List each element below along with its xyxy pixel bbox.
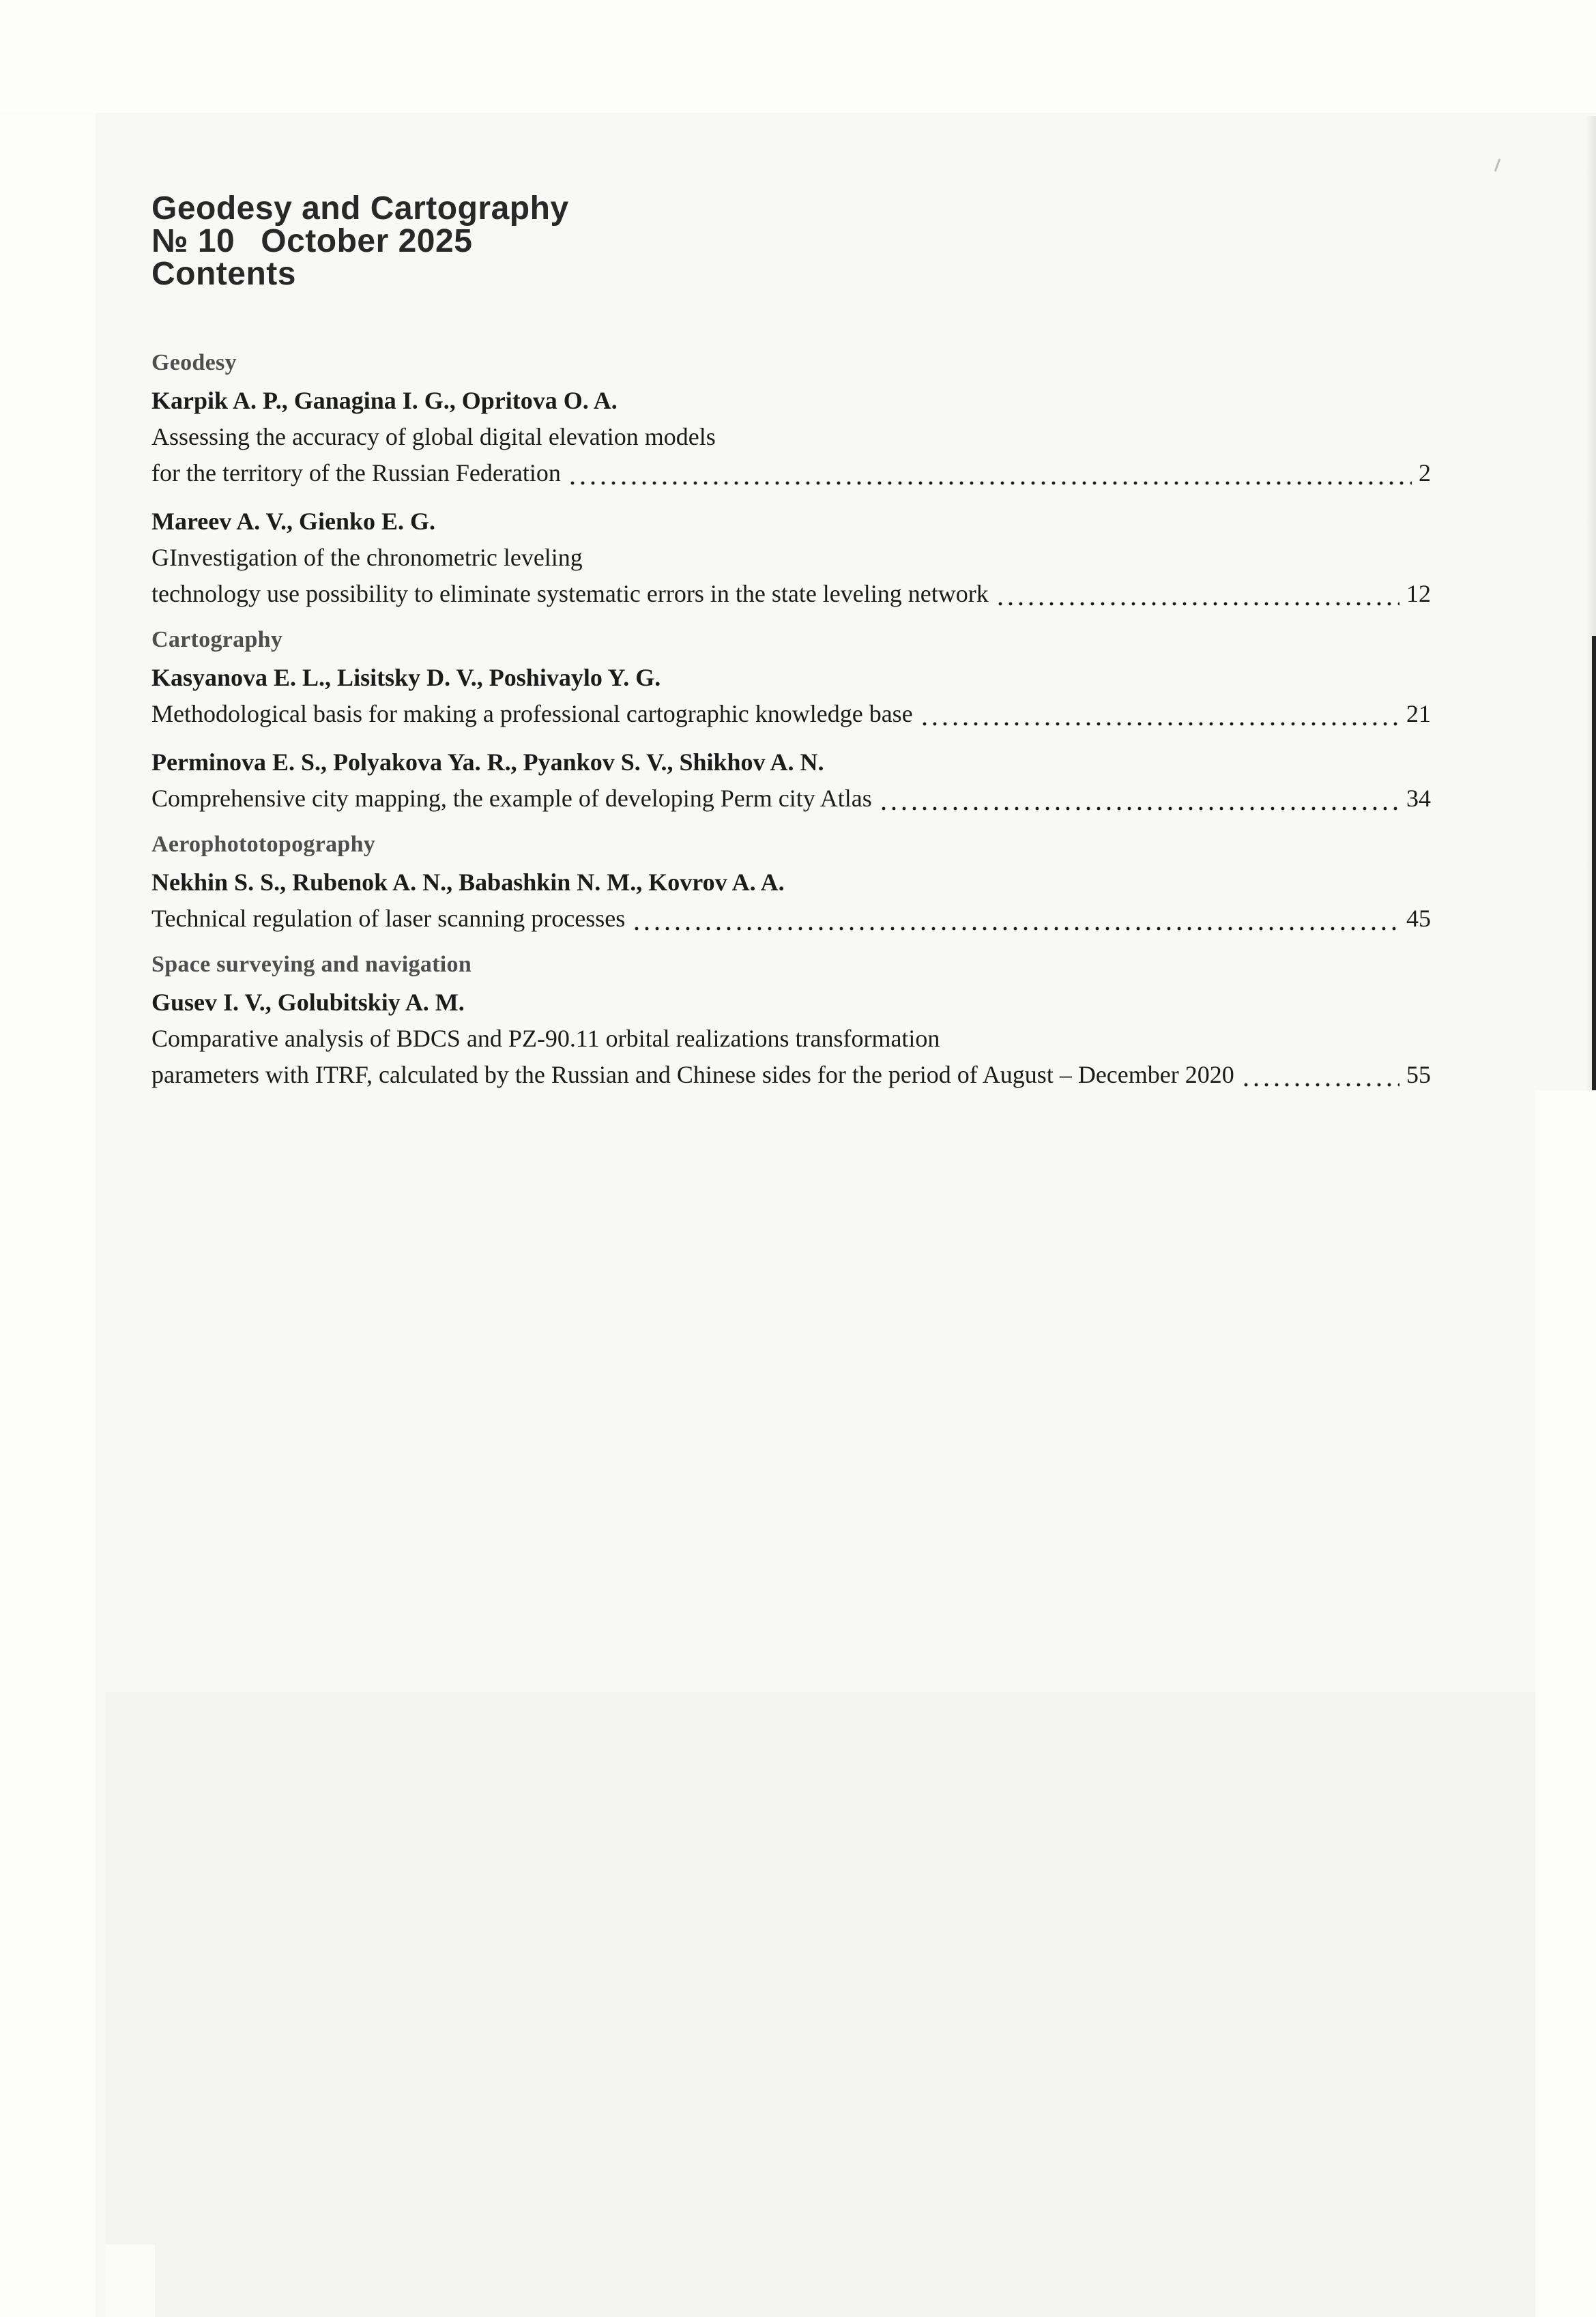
entry-title-line: Methodological basis for making a professional cartographic knowledge base (151, 700, 913, 727)
page-right-edge-line (1592, 636, 1596, 1090)
toc-entry (151, 504, 1431, 612)
scanner-top-band (0, 0, 1596, 113)
toc-entry (151, 383, 1431, 491)
issue-number: № 10 (151, 223, 235, 259)
scan-speck (1494, 158, 1501, 172)
page-number: 55 (1406, 1061, 1431, 1088)
table-of-contents (151, 347, 1431, 1093)
entry-authors: Kasyanova E. L., Lisitsky D. V., Poshivaylo Y. G. (151, 664, 661, 691)
section-space-surveying (151, 949, 1431, 1093)
scanner-right-band (1535, 1090, 1596, 2317)
page-number: 2 (1419, 459, 1431, 486)
page-number: 45 (1406, 905, 1431, 932)
page-number: 34 (1406, 785, 1431, 812)
dot-leader (1244, 1083, 1399, 1087)
dot-leader (570, 481, 1412, 485)
entry-title-line: technology use possibility to eliminate systematic errors in the state leveling network (151, 580, 989, 607)
section-aerophototopography (151, 829, 1431, 937)
entry-leader-line (151, 576, 1431, 612)
entry-title-line: parameters with ITRF, calculated by the Russian and Chinese sides for the period of August – December 2020 (151, 1061, 1234, 1088)
section-cartography (151, 624, 1431, 817)
contents-title: Contents (151, 256, 296, 292)
entry-leader-line (151, 1057, 1431, 1093)
dot-leader (635, 927, 1399, 931)
entry-title-line: Comparative analysis of BDCS and PZ-90.11 orbital realizations transformation (151, 1025, 940, 1052)
entry-title-line: GInvestigation of the chronometric leveling (151, 544, 583, 571)
page-number: 21 (1406, 700, 1431, 727)
entry-authors: Perminova E. S., Polyakova Ya. R., Pyankov S. V., Shikhov A. N. (151, 748, 824, 776)
toc-entry (151, 864, 1431, 937)
entry-title-line: for the territory of the Russian Federation (151, 459, 561, 486)
paper-lower-region (106, 1692, 1535, 2317)
section-heading: Cartography (151, 627, 283, 652)
masthead (151, 192, 1431, 291)
entry-authors: Gusev I. V., Golubitskiy A. M. (151, 989, 465, 1016)
entry-leader-line (151, 696, 1431, 732)
journal-title: Geodesy and Cartography (151, 190, 569, 227)
issue-line (151, 225, 1431, 258)
entry-title-line: Comprehensive city mapping, the example of developing Perm city Atlas (151, 785, 872, 812)
entry-leader-line (151, 455, 1431, 491)
entry-authors: Karpik A. P., Ganagina I. G., Opritova O. A. (151, 387, 618, 414)
entry-leader-line (151, 781, 1431, 817)
toc-entry (151, 985, 1431, 1093)
toc-entry (151, 744, 1431, 817)
page-content (151, 192, 1431, 1105)
entry-authors: Nekhin S. S., Rubenok A. N., Babashkin N. M., Kovrov A. A. (151, 869, 785, 896)
section-heading: Geodesy (151, 350, 237, 375)
entry-title-line: Assessing the accuracy of global digital elevation models (151, 423, 716, 450)
section-heading: Space surveying and navigation (151, 952, 472, 977)
entry-leader-line (151, 901, 1431, 937)
toc-entry (151, 660, 1431, 732)
page-number: 12 (1406, 580, 1431, 607)
issue-date: October 2025 (261, 223, 473, 259)
dot-leader (882, 806, 1399, 811)
scanner-left-band (0, 113, 96, 2317)
paper-bottom-left-notch (106, 2245, 155, 2317)
dot-leader (923, 722, 1399, 726)
dot-leader (998, 602, 1399, 606)
entry-title-line: Technical regulation of laser scanning processes (151, 905, 626, 932)
entry-authors: Mareev A. V., Gienko E. G. (151, 508, 436, 535)
section-heading: Aerophototopography (151, 832, 376, 857)
section-geodesy (151, 347, 1431, 612)
